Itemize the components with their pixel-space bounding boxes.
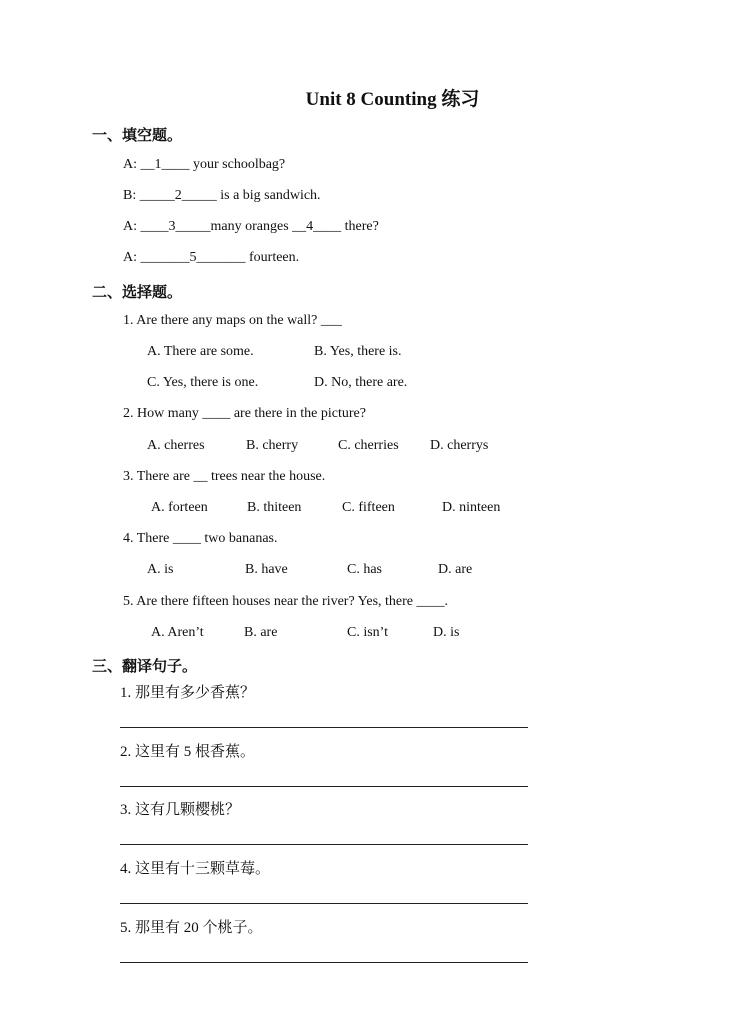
- section-fill-blank-heading: 一、填空题。: [92, 128, 183, 144]
- option-1b: B. Yes, there is.: [314, 344, 402, 359]
- fill-blank-line-2: [123, 188, 321, 204]
- option-5b: B. are: [244, 625, 278, 640]
- option-3c: C. fifteen: [342, 500, 395, 515]
- line-text: is a big sandwich.: [216, 188, 321, 203]
- question-1: 1. Are there any maps on the wall? ___: [123, 313, 342, 328]
- question-2: 2. How many ____ are there in the picture?: [123, 406, 366, 421]
- option-1c: C. Yes, there is one.: [147, 375, 259, 390]
- line-text: many oranges: [210, 219, 293, 234]
- option-4a: A. is: [147, 562, 174, 577]
- blank-2: _____2_____: [139, 188, 217, 203]
- option-1a: A. There are some.: [147, 344, 254, 359]
- option-5c: C. isn’t: [347, 625, 388, 640]
- option-3b: B. thiteen: [247, 500, 302, 515]
- option-4d: D. are: [438, 562, 473, 577]
- translate-item-1: 1. 那里有多少香蕉？: [120, 685, 256, 701]
- blank-5: _______5_______: [140, 250, 246, 265]
- fill-blank-line-1: [123, 157, 285, 173]
- line-text: fourteen.: [245, 250, 300, 265]
- translate-item-3: 3. 这有几颗樱桃？: [120, 802, 241, 818]
- option-3d: D. ninteen: [442, 500, 501, 515]
- question-4: 4. There ____ two bananas.: [123, 531, 278, 546]
- answer-line-4: [120, 903, 528, 904]
- section-translate-heading: 三、翻译句子。: [92, 659, 198, 675]
- line-text: your schoolbag?: [189, 157, 286, 172]
- speaker-label: B:: [123, 188, 140, 203]
- speaker-label: A:: [123, 250, 141, 265]
- answer-line-5: [120, 962, 528, 963]
- section-multiple-choice-heading: 二、选择题。: [92, 285, 183, 301]
- blank-3: ____3_____: [140, 219, 211, 234]
- option-4b: B. have: [245, 562, 288, 577]
- translate-item-5: 5. 那里有 20 个桃子。: [120, 920, 263, 936]
- option-2d: D. cherrys: [430, 438, 489, 453]
- question-5: 5. Are there fifteen houses near the river? Yes, there ____.: [123, 594, 449, 609]
- speaker-label: A:: [123, 219, 141, 234]
- option-5d: D. is: [433, 625, 460, 640]
- option-2b: B. cherry: [246, 438, 299, 453]
- fill-blank-line-4: [123, 250, 299, 266]
- translate-item-2: 2. 这里有 5 根香蕉。: [120, 744, 256, 760]
- answer-line-1: [120, 727, 528, 728]
- option-5a: A. Aren’t: [151, 625, 204, 640]
- option-3a: A. forteen: [151, 500, 208, 515]
- page-title: Unit 8 Counting 练习: [305, 89, 480, 110]
- option-2a: A. cherres: [147, 438, 205, 453]
- blank-4: __4____: [292, 219, 342, 234]
- translate-item-4: 4. 这里有十三颗草莓。: [120, 861, 271, 877]
- line-text-end: there?: [341, 219, 379, 234]
- blank-1: __1____: [140, 157, 190, 172]
- speaker-label: A:: [123, 157, 141, 172]
- answer-line-2: [120, 786, 528, 787]
- option-1d: D. No, there are.: [314, 375, 408, 390]
- fill-blank-line-3: [123, 219, 379, 235]
- option-4c: C. has: [347, 562, 382, 577]
- answer-line-3: [120, 844, 528, 845]
- option-2c: C. cherries: [338, 438, 399, 453]
- question-3: 3. There are __ trees near the house.: [123, 469, 326, 484]
